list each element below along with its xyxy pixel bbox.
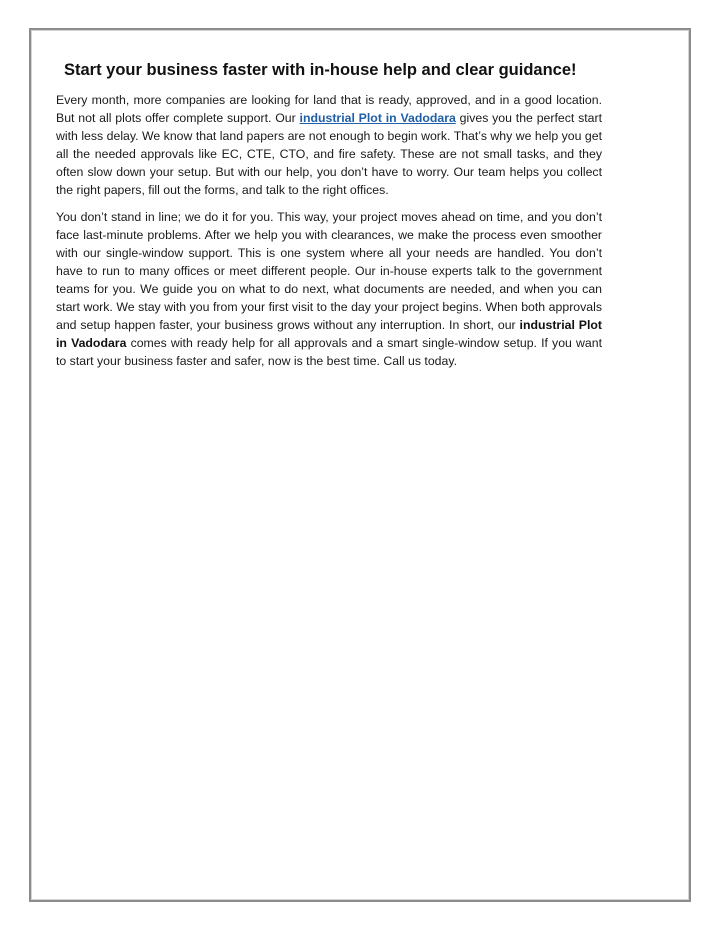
paragraph-2-text-end: comes with ready help for all approvals and a smart single-window setup. If you want to start your business faster and safer, now is the best time. Call us today. [56, 336, 602, 368]
document-title: Start your business faster with in-house help and clear guidance! [64, 61, 577, 79]
document-body [56, 60, 602, 370]
industrial-plot-link[interactable]: industrial Plot in Vadodara [299, 111, 456, 125]
paragraph-2 [56, 208, 602, 370]
paragraph-1 [56, 91, 602, 199]
paragraph-1-text-start: Every month, more companies are looking for land that is ready, approved, and in a good location. But not all plots offer complete support. Our [56, 93, 602, 125]
paragraph-2-text-start: You don’t stand in line; we do it for you. This way, your project moves ahead on time, and you don’t face last-minute problems. After we help you with clearances, we make the process even smoother with our single-window support. This is one system where all your needs are handled. You don’t have to run to many offices or meet different people. Our in-house experts talk to the government teams for you. We guide you on what to do next, what documents are needed, and when you can start work. We stay with you from your first visit to the day your project begins. When both approvals and setup happen faster, your business grows without any interruption. In short, our [56, 210, 602, 332]
industrial-plot-keyword: industrial Plot in Vadodara [56, 318, 602, 350]
paragraph-1-text-end: gives you the perfect start with less delay. We know that land papers are not enough to begin work. That’s why we help you get all the needed approvals like EC, CTE, CTO, and fire safety. These are not small tasks, and they often slow down your setup. But with our help, you don’t have to worry. Our team helps you collect the right papers, fill out the forms, and talk to the right offices. [56, 111, 603, 197]
